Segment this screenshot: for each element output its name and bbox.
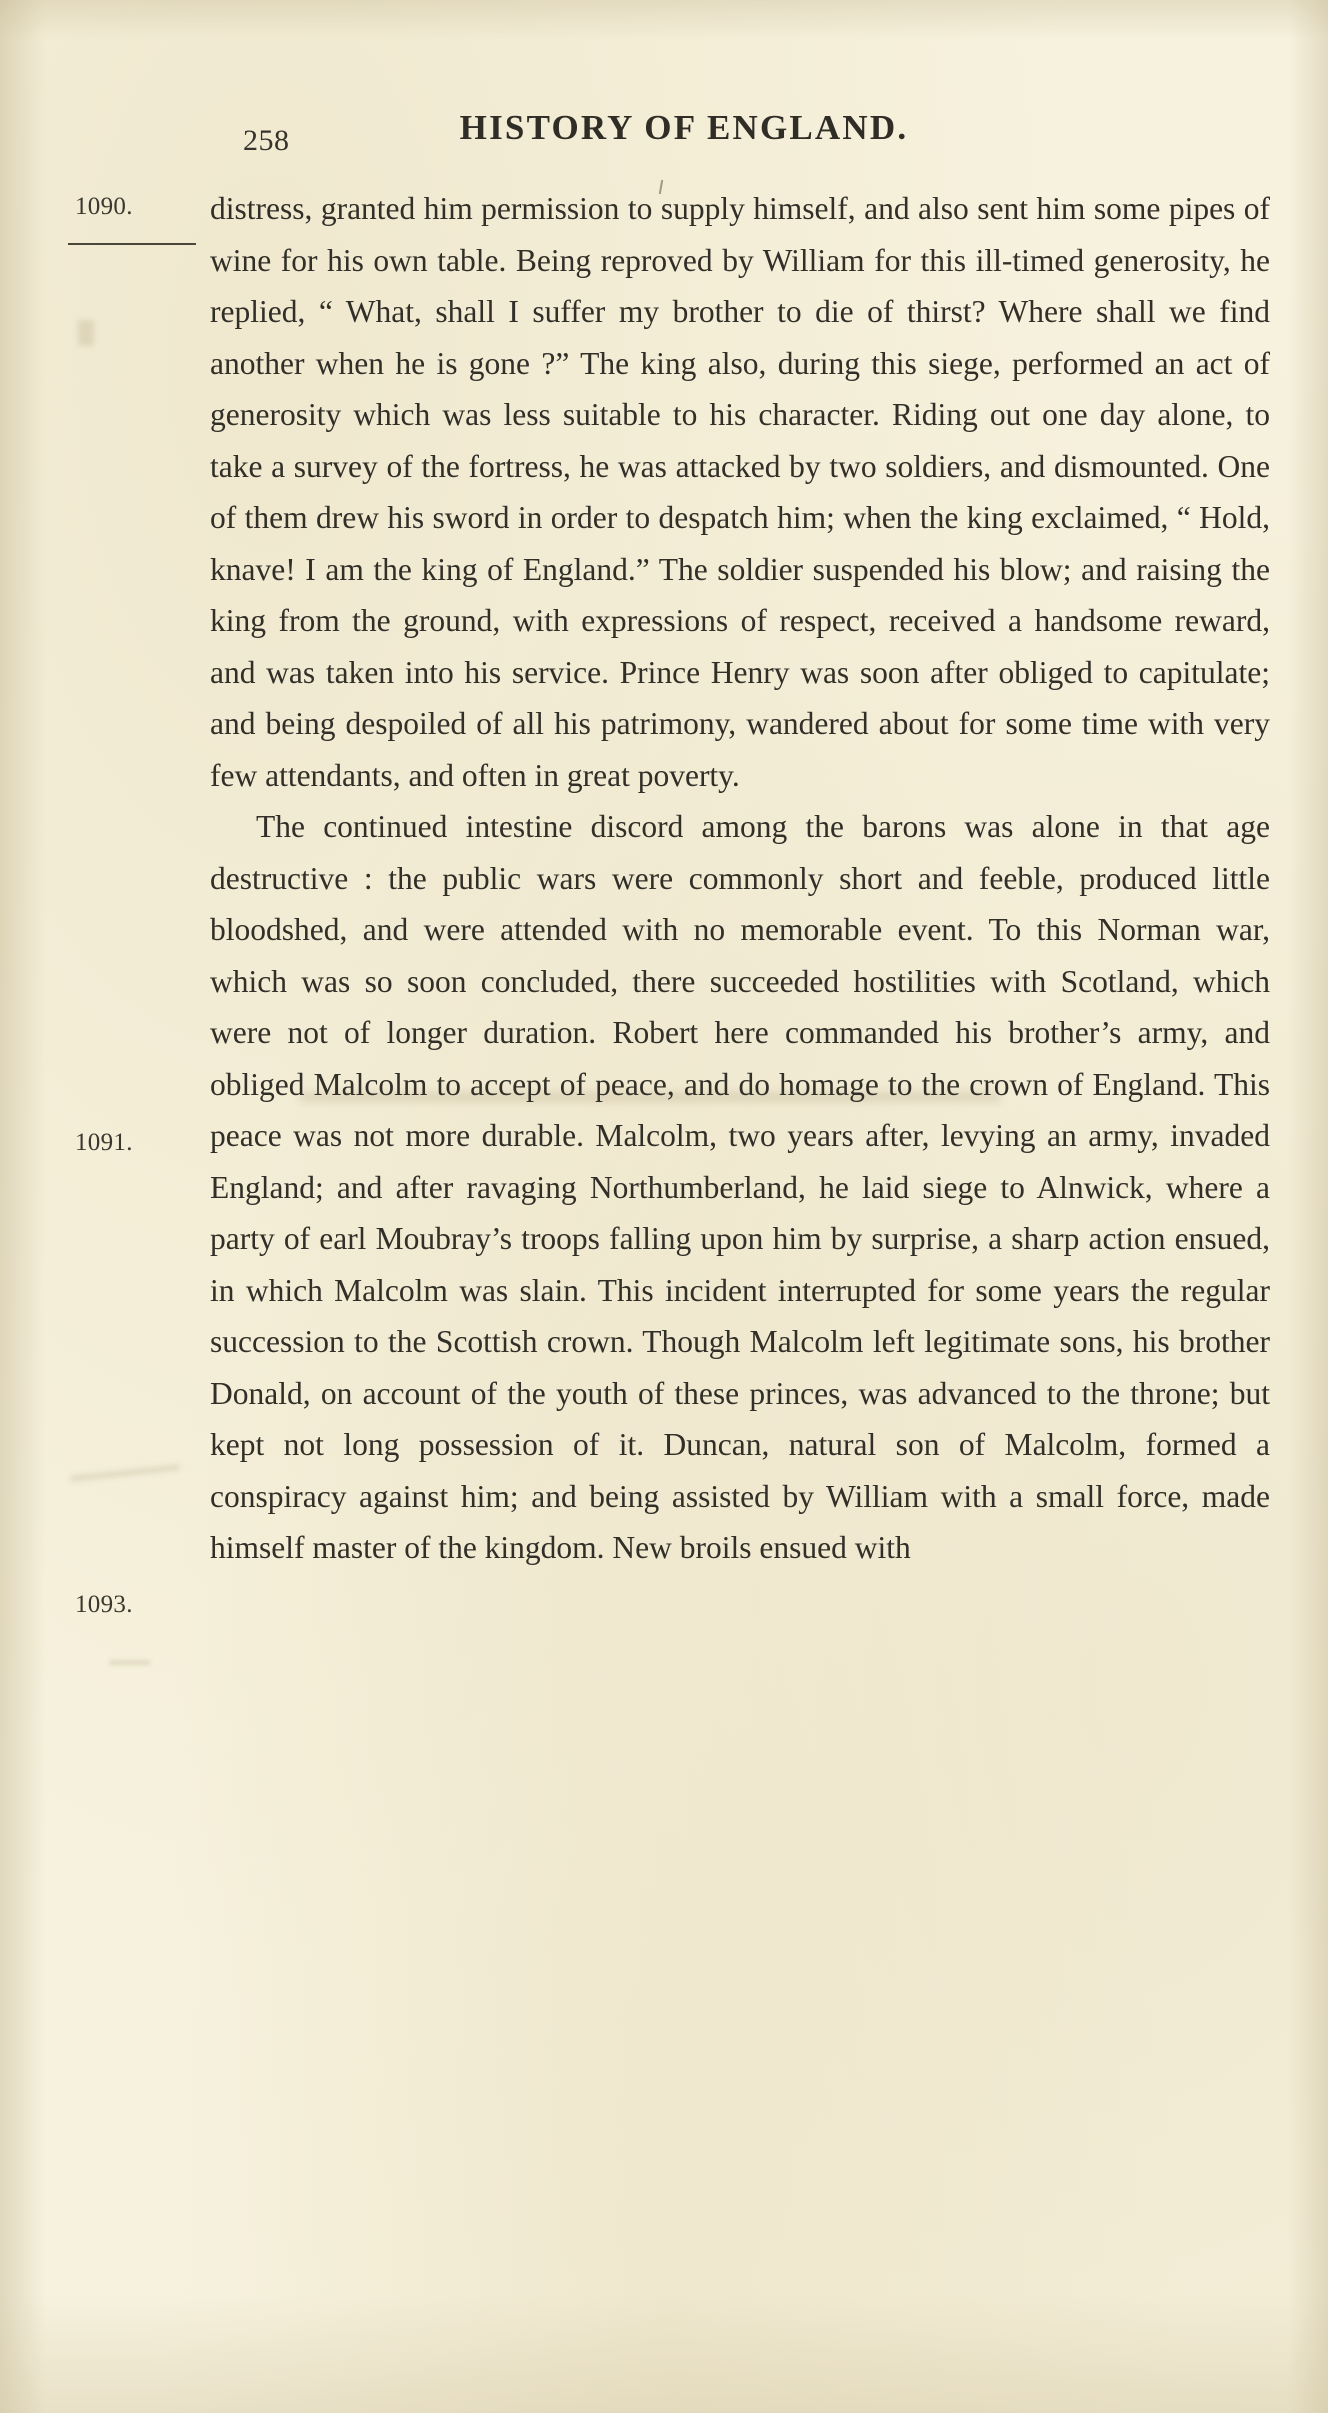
page-edge-shading-left [0, 0, 46, 2413]
paper-smudge [70, 1464, 180, 1481]
page-edge-shading-right [1288, 0, 1328, 2413]
running-title: HISTORY OF ENGLAND. [459, 108, 909, 147]
body-text [210, 183, 1270, 1574]
marginal-year-1090: 1090. [75, 193, 133, 220]
page-edge-shading-bottom [0, 2293, 1328, 2413]
paper-smudge [110, 1660, 150, 1665]
marginal-year-1091: 1091. [75, 1129, 133, 1156]
paragraph-1: distress, granted him permission to supply himself, and also sent him some pipes of wine for his own table. Being reproved by William for this ill-timed generosity, he replied, “ What, shall I suffer my brother to die of thirst? Where shall we find another when he is gone ?” The king also, during this siege, performed an act of generosity which was less suitable to his character. Riding out one day alone, to take a survey of the fortress, he was attacked by two soldiers, and dismounted. One of them drew his sword in order to despatch him; when the king exclaimed, “ Hold, knave! I am the king of England.” The soldier suspended his blow; and raising the king from the ground, with expressions of respect, received a handsome reward, and was taken into his service. Prince Henry was soon after obliged to capitulate; and being despoiled of all his patrimony, wandered about for some time with very few attendants, and often in great poverty. [210, 191, 1270, 793]
paragraph-2: The continued intestine discord among the barons was alone in that age destructive : the public wars were commonly short and feeble, produced little bloodshed, and were attended with no memorable event. To this Norman war, which was so soon concluded, there succeeded hostilities with Scotland, which were not of longer duration. Robert here commanded his brother’s army, and obliged Malcolm to accept of peace, and do homage to the crown of England. This peace was not more durable. Malcolm, two years after, levying an army, invaded England; and after ravaging Northumberland, he laid siege to Alnwick, where a party of earl Moubray’s troops falling upon him by surprise, a sharp action ensued, in which Malcolm was slain. This incident interrupted for some years the regular succession to the Scottish crown. Though Malcolm left legitimate sons, his brother Donald, on account of the youth of these princes, was advanced to the throne; but kept not long possession of it. Duncan, natural son of Malcolm, formed a conspiracy against him; and being assisted by William with a small force, made himself master of the kingdom. New broils ensued with [210, 809, 1270, 1565]
paper-smudge [78, 320, 94, 346]
page-edge-shading-top [0, 0, 1328, 40]
page-number: 258 [243, 124, 290, 157]
page-header [0, 108, 1328, 158]
marginal-year-1093: 1093. [75, 1591, 133, 1618]
margin-rule [68, 243, 196, 245]
